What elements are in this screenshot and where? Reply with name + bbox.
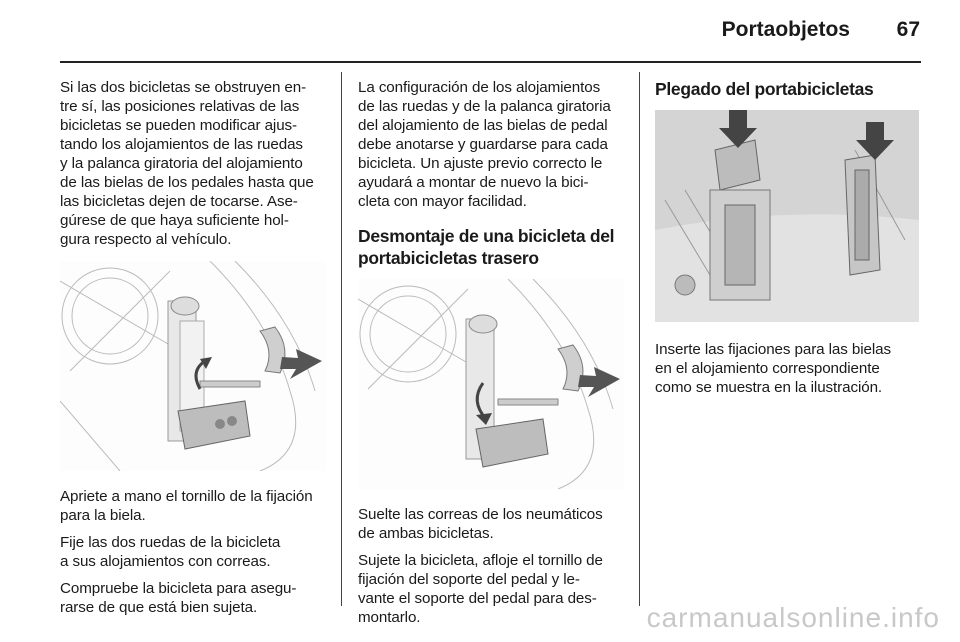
header-rule [60, 61, 921, 63]
column-1 [60, 78, 326, 625]
page-number: 67 [896, 18, 920, 41]
col3-caption-1: Inserte las fijaciones para las bielas en el alojamiento correspondiente como se muestra en la ilustración. [655, 341, 891, 396]
page-header-title: Portaobjetos [721, 18, 850, 41]
section-heading-removal: Desmontaje de una bicicleta del portabicicletas trasero [358, 226, 615, 268]
figure-folding-carrier [655, 110, 919, 322]
col1-caption-1: Apriete a mano el tornillo de la fijación para la biela. [60, 488, 313, 524]
column-3 [655, 78, 921, 405]
col2-caption-2: Sujete la bicicleta, afloje el tornillo de fijación del soporte del pedal y le- vante el soporte del pedal para des- montarlo. [358, 552, 603, 626]
col2-caption-1: Suelte las correas de los neumáticos de ambas bicicletas. [358, 506, 603, 542]
column-divider-2 [639, 72, 640, 606]
col1-caption-3: Compruebe la bicicleta para asegu- rarse de que está bien sujeta. [60, 580, 297, 616]
column-2 [358, 78, 624, 635]
figure-pedal-mount-loosen [358, 279, 624, 489]
section-heading-folding: Plegado del portabicicletas [655, 79, 874, 99]
footer-watermark: carmanualsonline.info [646, 602, 940, 633]
figure-pedal-mount-tighten [60, 261, 326, 471]
col1-caption-2: Fije las dos ruedas de la bicicleta a sus alojamientos con correas. [60, 534, 281, 570]
col1-paragraph: Si las dos bicicletas se obstruyen en- tre sí, las posiciones relativas de las bicicletas se pueden modificar ajus- tando los alojamientos de las ruedas y la palanca giratoria del alojamiento de las bielas de los pedales hasta que las bicicletas dejen de tocarse. Ase- gúrese de que haya suficiente hol- gura respecto al vehículo. [60, 79, 314, 248]
col2-paragraph: La configuración de los alojamientos de las ruedas y de la palanca giratoria del alojamiento de las bielas de pedal debe anotarse y guardarse para cada bicicleta. Un ajuste previo correcto le ayudará a montar de nuevo la bici- cleta con mayor facilidad. [358, 79, 611, 210]
column-divider-1 [341, 72, 342, 606]
